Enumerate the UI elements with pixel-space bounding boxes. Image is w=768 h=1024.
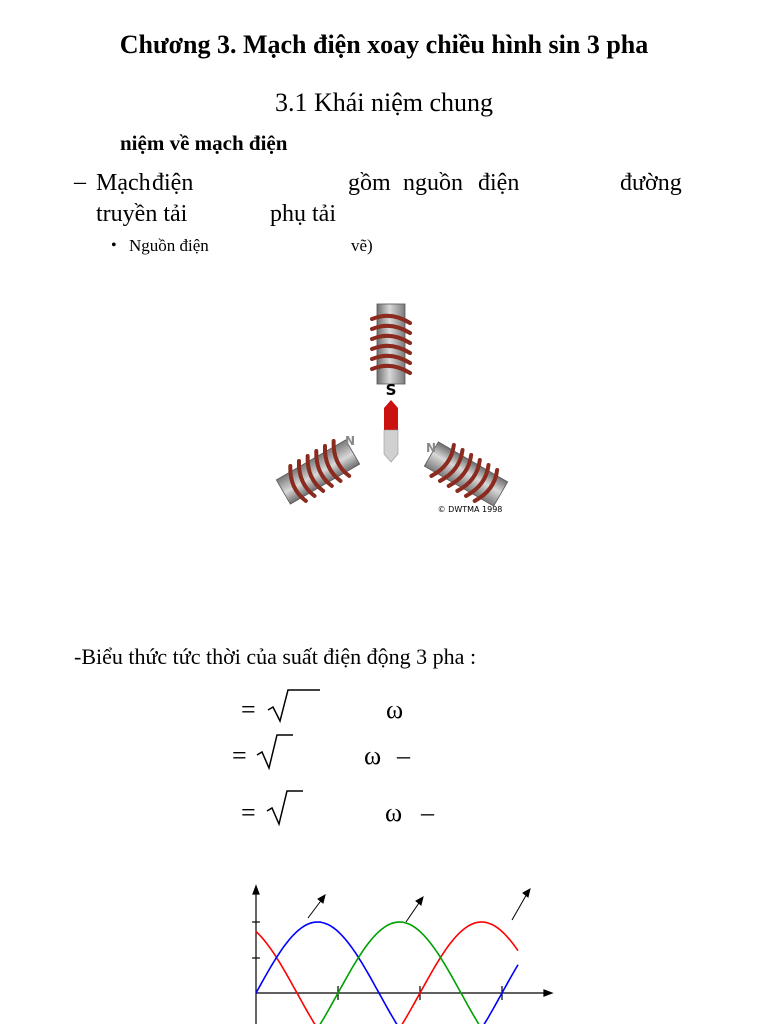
word-dien: điện [152, 170, 194, 196]
eq1-equals: = [241, 695, 256, 724]
bullet-nguon-dien: Nguồn điện [129, 236, 209, 255]
formula-label: -Biểu thức tức thời của suất điện động 3 pha : [74, 644, 477, 669]
word-dien-2: điện [478, 170, 520, 196]
eq2-sqrt-icon [255, 733, 295, 771]
bullet-ve: vẽ) [351, 236, 373, 255]
word-duong: đường [620, 170, 682, 196]
eq3-equals: = [241, 798, 256, 827]
eq3-sqrt-icon [265, 789, 305, 827]
word-mach: Mạch [96, 170, 151, 196]
subheading: niệm về mạch điện [120, 131, 288, 155]
dash-marker: – [74, 169, 86, 195]
eq2-omega: ω [364, 741, 382, 770]
pole-s-label: S [385, 381, 397, 399]
three-phase-waveform [228, 880, 558, 1024]
eq2-equals: = [232, 741, 247, 770]
pole-n-right-label: N [425, 441, 437, 455]
eq1-sqrt-icon [266, 688, 322, 724]
phase-b-curve [256, 922, 518, 1024]
rotor-magnet-icon [384, 400, 398, 462]
eq3-omega: ω [385, 798, 403, 827]
bullet-dot: • [111, 237, 117, 254]
eq2-minus: – [397, 741, 410, 770]
pole-n-left-label: N [344, 434, 356, 448]
word-phu-tai: phụ tải [270, 201, 336, 227]
phase-arrow-head-icon [416, 897, 423, 905]
eq3-minus: – [421, 798, 434, 827]
copyright-text: © DWTMA 1998 [437, 505, 503, 514]
x-axis-arrow-icon [544, 990, 552, 996]
eq1-omega: ω [386, 695, 404, 724]
phase-arrow-head-icon [318, 895, 325, 903]
phase-arrow [512, 892, 528, 920]
section-heading: 3.1 Khái niệm chung [274, 88, 494, 117]
top-coil [372, 304, 410, 384]
phase-arrow-head-icon [523, 889, 530, 897]
y-axis-arrow-icon [253, 886, 259, 894]
page-title: Chương 3. Mạch điện xoay chiều hình sin 3 pha [119, 30, 649, 59]
word-truyen-tai: truyền tải [96, 201, 188, 227]
word-gom: gồm [348, 170, 391, 196]
word-nguon: nguồn [403, 170, 463, 196]
three-phase-generator-figure [270, 296, 520, 521]
